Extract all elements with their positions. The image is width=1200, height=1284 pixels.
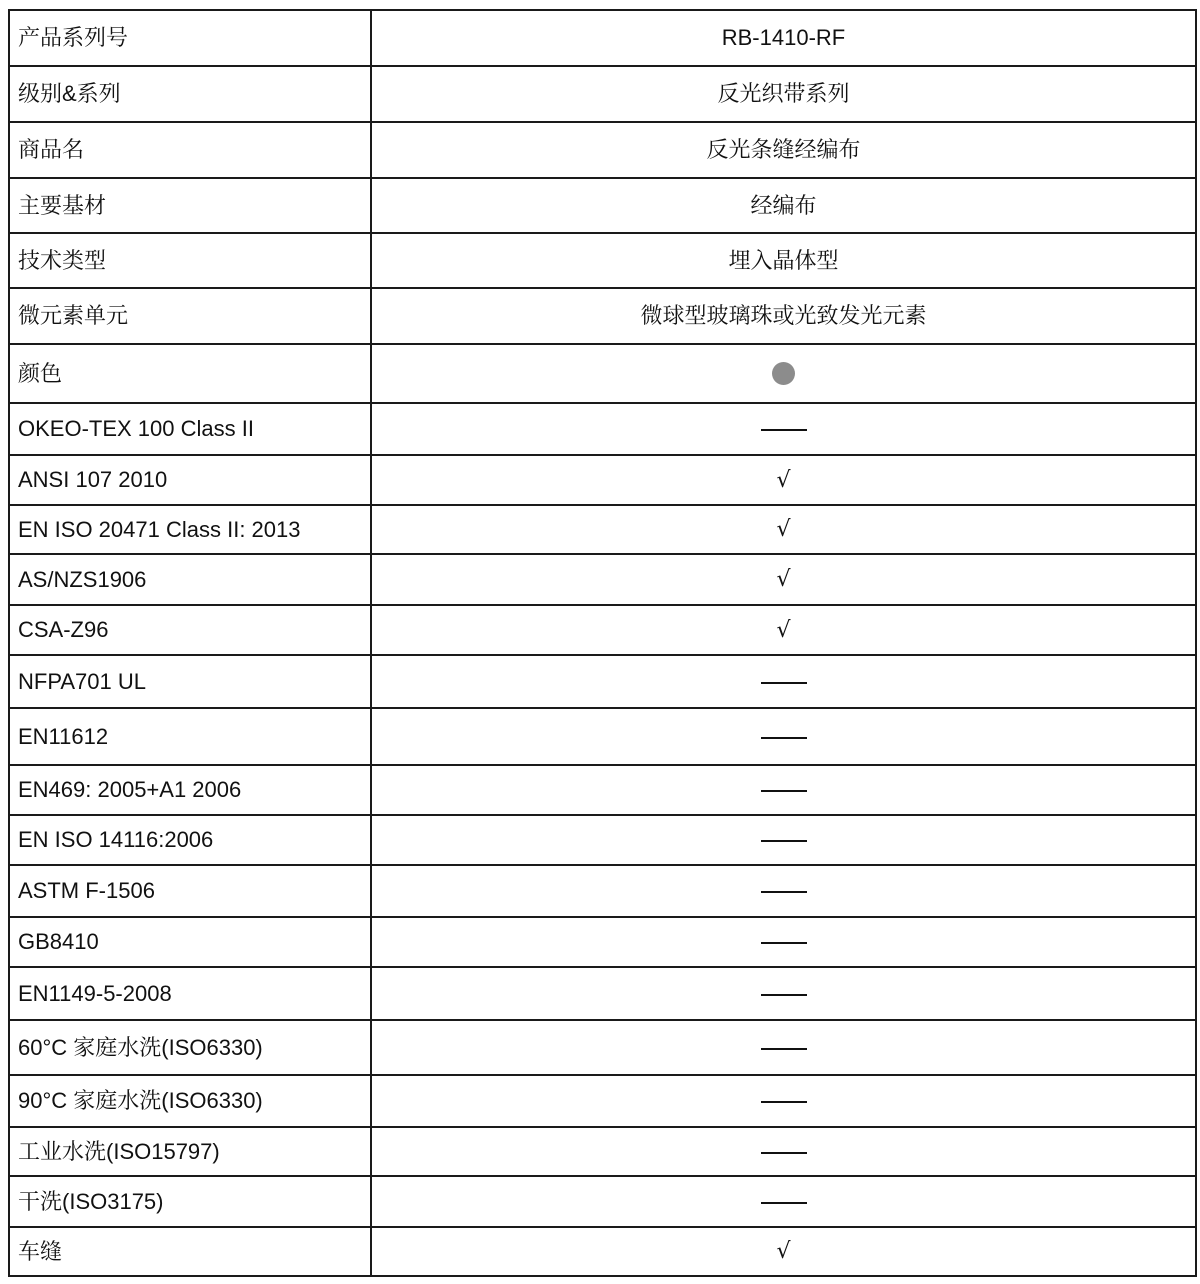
row-label: 商品名: [9, 122, 371, 178]
row-value: [371, 10, 1196, 66]
row-value: [371, 605, 1196, 655]
row-label: 主要基材: [9, 178, 371, 233]
row-value: [371, 1176, 1196, 1227]
row-value: [371, 815, 1196, 865]
row-value: [371, 765, 1196, 815]
row-label: 60°C 家庭水洗(ISO6330): [9, 1020, 371, 1075]
not-applicable-dash: [761, 416, 807, 441]
row-label: ASTM F-1506: [9, 865, 371, 917]
spec-table-body: [9, 10, 1196, 1276]
row-label: ANSI 107 2010: [9, 455, 371, 505]
not-applicable-dash: [761, 878, 807, 903]
check-mark-icon: √: [776, 617, 791, 643]
row-value: [371, 1075, 1196, 1127]
table-row: [9, 122, 1196, 178]
row-label: 颜色: [9, 344, 371, 403]
color-swatch-icon: [772, 362, 795, 385]
not-applicable-dash: [761, 669, 807, 694]
not-applicable-dash: [761, 724, 807, 749]
row-label: 干洗(ISO3175): [9, 1176, 371, 1227]
row-label: NFPA701 UL: [9, 655, 371, 708]
check-mark-icon: √: [776, 467, 791, 493]
row-value-text: RB-1410-RF: [721, 25, 846, 50]
row-label: EN ISO 14116:2006: [9, 815, 371, 865]
table-row: [9, 655, 1196, 708]
table-row: [9, 1227, 1196, 1276]
row-value: [371, 917, 1196, 967]
row-label: 车缝: [9, 1227, 371, 1276]
not-applicable-dash: [761, 827, 807, 852]
row-value: [371, 178, 1196, 233]
table-row: [9, 178, 1196, 233]
row-value: [371, 1020, 1196, 1075]
table-row: [9, 1127, 1196, 1176]
row-value: [371, 233, 1196, 288]
table-row: [9, 865, 1196, 917]
table-row: [9, 708, 1196, 765]
not-applicable-dash: [761, 981, 807, 1006]
row-label: AS/NZS1906: [9, 554, 371, 605]
check-mark-icon: √: [776, 1239, 791, 1264]
table-row: [9, 554, 1196, 605]
row-label: 级别&系列: [9, 66, 371, 122]
row-value-text: 微球型玻璃珠或光致发光元素: [640, 303, 927, 328]
row-value-text: 埋入晶体型: [728, 247, 839, 273]
row-value: [371, 288, 1196, 344]
row-label: EN11612: [9, 708, 371, 765]
spec-table: [8, 9, 1197, 1277]
row-value: [371, 344, 1196, 403]
not-applicable-dash: [761, 1088, 807, 1113]
row-value-text: 反光织带系列: [717, 81, 850, 106]
not-applicable-dash: [761, 1035, 807, 1060]
table-row: [9, 66, 1196, 122]
row-value: [371, 967, 1196, 1020]
row-value: [371, 455, 1196, 505]
row-label: EN1149-5-2008: [9, 967, 371, 1020]
not-applicable-dash: [761, 929, 807, 954]
row-label: 90°C 家庭水洗(ISO6330): [9, 1075, 371, 1127]
table-row: [9, 288, 1196, 344]
row-value: [371, 403, 1196, 455]
not-applicable-dash: [761, 1139, 807, 1164]
table-row: [9, 403, 1196, 455]
row-label: CSA-Z96: [9, 605, 371, 655]
row-value-text: 反光条缝经编布: [706, 137, 861, 162]
row-value: [371, 554, 1196, 605]
row-value: [371, 708, 1196, 765]
row-value: [371, 655, 1196, 708]
row-label: 微元素单元: [9, 288, 371, 344]
row-label: 技术类型: [9, 233, 371, 288]
row-label: GB8410: [9, 917, 371, 967]
table-row: [9, 505, 1196, 554]
table-row: [9, 917, 1196, 967]
row-value: [371, 66, 1196, 122]
table-row: [9, 233, 1196, 288]
table-row: [9, 344, 1196, 403]
row-label: EN469: 2005+A1 2006: [9, 765, 371, 815]
row-label: OKEO-TEX 100 Class II: [9, 403, 371, 455]
row-label: 工业水洗(ISO15797): [9, 1127, 371, 1176]
row-value: [371, 1127, 1196, 1176]
row-label: 产品系列号: [9, 10, 371, 66]
table-row: [9, 605, 1196, 655]
table-row: [9, 1176, 1196, 1227]
row-value: [371, 1227, 1196, 1276]
table-row: [9, 765, 1196, 815]
not-applicable-dash: [761, 1189, 807, 1214]
row-value: [371, 505, 1196, 554]
not-applicable-dash: [761, 777, 807, 802]
table-row: [9, 967, 1196, 1020]
check-mark-icon: √: [776, 567, 791, 592]
table-row: [9, 455, 1196, 505]
row-value: [371, 865, 1196, 917]
row-value-text: 经编布: [750, 192, 817, 218]
row-label: EN ISO 20471 Class II: 2013: [9, 505, 371, 554]
table-row: [9, 10, 1196, 66]
table-row: [9, 815, 1196, 865]
row-value: [371, 122, 1196, 178]
check-mark-icon: √: [776, 517, 791, 542]
table-row: [9, 1020, 1196, 1075]
table-row: [9, 1075, 1196, 1127]
